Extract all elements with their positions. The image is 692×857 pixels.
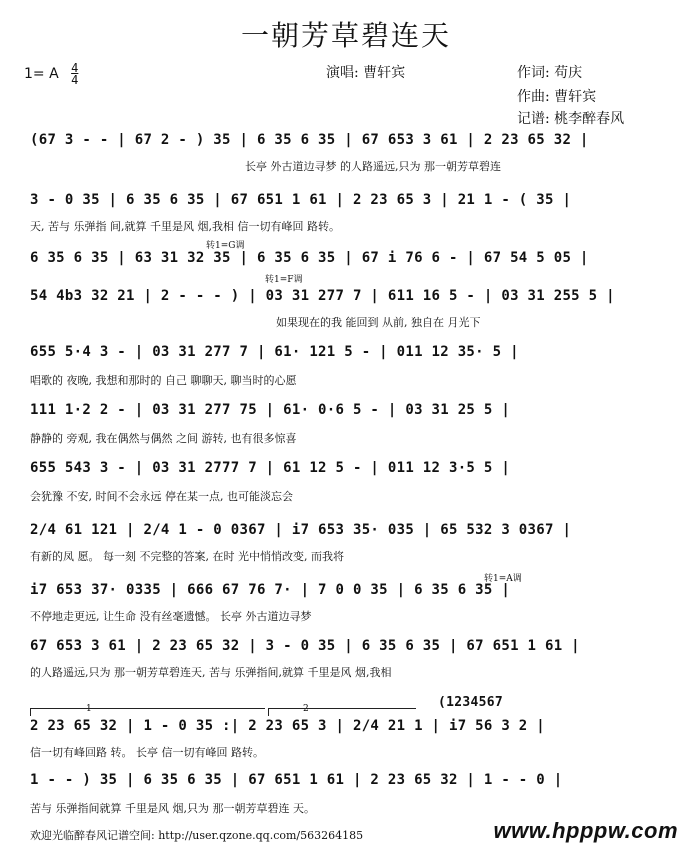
volta-1-label: 1	[86, 704, 92, 714]
time-signature	[71, 62, 78, 86]
volta-1-bracket	[30, 708, 265, 709]
modulation-mark-f: 转1=F调	[265, 275, 303, 285]
notation-line-2: 3 - 0 35 | 6 35 6 35 | 67 651 1 61 | 2 23 65 3 | 21 1 - ( 35 |	[30, 192, 572, 208]
notation-line-5: 655 5·4 3 - | 03 31 277 7 | 61· 121 5 - | 011 12 35· 5 |	[30, 344, 519, 360]
notation-line-7: 655 543 3 - | 03 31 2777 7 | 61 12 5 - | 011 12 3·5 5 |	[30, 460, 511, 476]
key-signature	[24, 62, 78, 86]
key-label: 1= A	[24, 66, 59, 82]
notation-line-8: 2/4 61 121 | 2/4 1 - 0 0367 | i7 653 35· 035 | 65 532 3 0367 |	[30, 522, 572, 538]
lyrics-line-5: 唱歌的 夜晚, 我想和那时的 自己 聊聊天, 聊当时的心愿	[30, 374, 297, 387]
lyrics-line-9: 不停地走更远, 让生命 没有丝毫遗憾。 长亭 外古道边寻梦	[30, 610, 312, 623]
notation-line-3: 6 35 6 35 | 63 31 32 35 | 6 35 6 35 | 67 i 76 6 - | 67 54 5 05 |	[30, 250, 589, 266]
lyricist-credit: 作词: 苟庆	[517, 65, 583, 81]
brand-watermark: www.hpppw.com	[493, 818, 678, 843]
lyrics-line-8: 有新的凤 愿。 每一刻 不完整的答案, 在时 光中悄悄改变, 而我将	[30, 550, 344, 563]
lyrics-line-2: 天, 苦与 乐弹指 间,就算 千里是风 烟,我相 信一切有峰回 路转。	[30, 220, 340, 233]
lyrics-line-6: 静静的 旁观, 我在偶然与偶然 之间 游转, 也有很多惊喜	[30, 432, 297, 445]
lyrics-line-7: 会犹豫 不安, 时间不会永远 停在某一点, 也可能淡忘会	[30, 490, 293, 503]
notation-line-4: 54 4b3 32 21 | 2 - - - ) | 03 31 277 7 | 611 16 5 - | 03 31 255 5 |	[30, 288, 615, 304]
scale-run: (1234567	[438, 695, 504, 710]
lyrics-line-12: 苦与 乐弹指间就算 千里是风 烟,只为 那一朝芳草碧连 天。	[30, 802, 315, 815]
composer-credit: 作曲: 曹轩宾	[517, 89, 597, 105]
notation-line-11: 2 23 65 32 | 1 - 0 35 :| 2 23 65 3 | 2/4 21 1 | i7 56 3 2 |	[30, 718, 545, 734]
modulation-mark-g: 转1=G调	[206, 241, 245, 251]
notation-line-6: 111 1·2 2 - | 03 31 277 75 | 61· 0·6 5 - | 03 31 25 5 |	[30, 402, 511, 418]
volta-2-tick	[268, 708, 269, 716]
singer-credit: 演唱: 曹轩宾	[326, 65, 406, 81]
transcriber-credit: 记谱: 桃李醉春风	[517, 111, 625, 127]
time-sig-top: 4	[71, 61, 79, 75]
footer-text: 欢迎光临醉春风记谱空间: http://user.qzone.qq.com/563264185	[30, 829, 364, 842]
song-title: 一朝芳草碧连天	[240, 19, 451, 52]
time-sig-bottom: 4	[71, 73, 79, 87]
lyrics-line-4: 如果现在的我 能回到 从前, 独自在 月光下	[276, 316, 481, 329]
notation-line-10: 67 653 3 61 | 2 23 65 32 | 3 - 0 35 | 6 35 6 35 | 67 651 1 61 |	[30, 638, 580, 654]
notation-line-12: 1 - - ) 35 | 6 35 6 35 | 67 651 1 61 | 2 23 65 32 | 1 - - 0 |	[30, 772, 563, 788]
volta-2-label: 2	[303, 704, 309, 714]
lyrics-line-10: 的人路遥远,只为 那一朝芳草碧连天, 苦与 乐弹指间,就算 千里是风 烟,我相	[30, 666, 392, 679]
lyrics-line-11: 信一切有峰回路 转。 长亭 信一切有峰回 路转。	[30, 746, 264, 759]
modulation-mark-a: 转1=A调	[484, 574, 522, 584]
volta-2-bracket	[268, 708, 416, 709]
notation-line-9: i7 653 37· 0335 | 666 67 76 7· | 7 0 0 35 | 6 35 6 35 |	[30, 582, 511, 598]
notation-line-1: (67 3 - - | 67 2 - ) 35 | 6 35 6 35 | 67 653 3 61 | 2 23 65 32 |	[30, 132, 589, 148]
lyrics-line-1: 长亭 外古道边寻梦 的人路遥远,只为 那一朝芳草碧连	[245, 160, 501, 173]
volta-1-tick	[30, 708, 31, 716]
